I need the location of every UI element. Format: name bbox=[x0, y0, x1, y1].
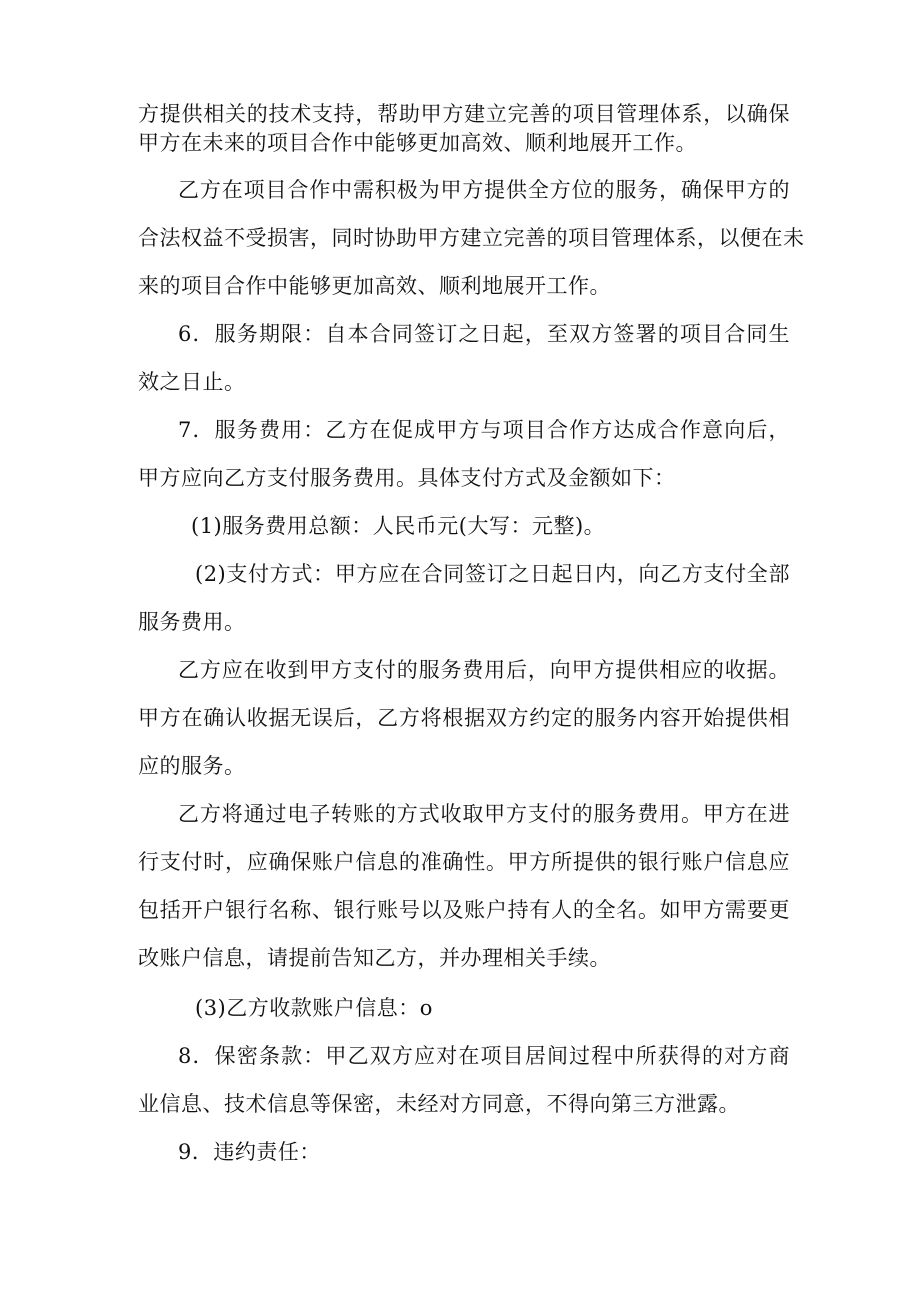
text-line: 乙方将通过电子转账的方式收取甲方支付的服务费用。甲方在进 bbox=[178, 802, 790, 826]
text-line: 应的服务。 bbox=[138, 754, 246, 778]
text-line: (1)服务费用总额：人民币元(大写：元整)。 bbox=[191, 514, 606, 538]
text-line: 业信息、技术信息等保密，未经对方同意，不得向第三方泄露。 bbox=[138, 1092, 740, 1116]
text-line: 合法权益不受损害，同时协助甲方建立完善的项目管理体系，以便在未 bbox=[138, 226, 805, 250]
text-line: 9．违约责任： bbox=[178, 1140, 321, 1164]
text-line: (2)支付方式：甲方应在合同签订之日起日内，向乙方支付全部 bbox=[195, 562, 790, 586]
text-line: 服务费用。 bbox=[138, 610, 246, 634]
text-line: 乙方在项目合作中需积极为甲方提供全方位的服务，确保甲方的 bbox=[178, 178, 790, 202]
text-line: 方提供相关的技术支持，帮助甲方建立完善的项目管理体系，以确保 bbox=[138, 102, 790, 126]
text-line: 6．服务期限：自本合同签订之日起，至双方签署的项目合同生 bbox=[178, 322, 790, 346]
text-line: 行支付时，应确保账户信息的准确性。甲方所提供的银行账户信息应 bbox=[138, 850, 790, 874]
text-line: 改账户信息，请提前告知乙方，并办理相关手续。 bbox=[138, 946, 611, 970]
text-line: 包括开户银行名称、银行账号以及账户持有人的全名。如甲方需要更 bbox=[138, 898, 790, 922]
text-line: 乙方应在收到甲方支付的服务费用后，向甲方提供相应的收据。 bbox=[178, 658, 790, 682]
text-line: 甲方应向乙方支付服务费用。具体支付方式及金额如下： bbox=[138, 466, 676, 490]
text-line: 7．服务费用：乙方在促成甲方与项目合作方达成合作意向后， bbox=[178, 418, 790, 442]
text-line: 8．保密条款：甲乙双方应对在项目居间过程中所获得的对方商 bbox=[178, 1044, 790, 1068]
text-line: 效之日止。 bbox=[138, 370, 246, 394]
text-line: 甲方在确认收据无误后，乙方将根据双方约定的服务内容开始提供相 bbox=[138, 706, 790, 730]
text-line: 甲方在未来的项目合作中能够更加高效、顺利地展开工作。 bbox=[138, 131, 697, 155]
text-line: 来的项目合作中能够更加高效、顺利地展开工作。 bbox=[138, 274, 611, 298]
text-line: (3)乙方收款账户信息：o bbox=[195, 996, 433, 1020]
